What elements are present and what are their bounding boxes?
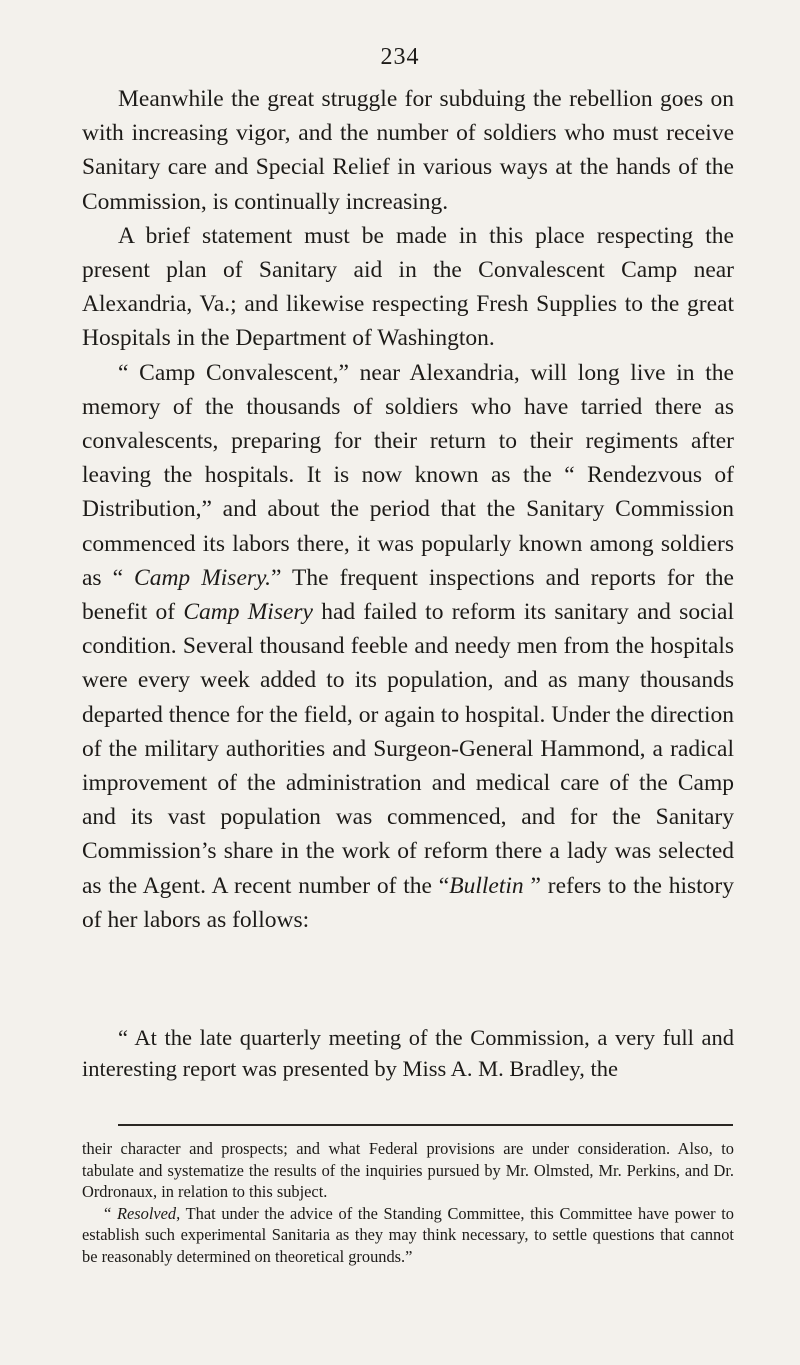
resolved-italic: Resolved, <box>116 1203 181 1223</box>
main-text <box>82 82 734 937</box>
camp-misery-italic-1: Camp Misery. <box>134 564 272 591</box>
footnote <box>82 1138 734 1267</box>
bulletin-italic: Bulletin <box>449 872 524 899</box>
footnote-open-quote: “ <box>104 1203 117 1223</box>
footnote-paragraph-1: their character and prospects; and what Federal provisions are under consideration. Also, to tabulate and systematize the results of the inquiries pursued by Mr. Olmsted, Mr. Perkins, and Dr. Ordronaux, in relation to this subject. <box>82 1139 734 1201</box>
paragraph-3-part-2: ” The frequent inspections and reports for the benefit of <box>82 564 734 626</box>
paragraph-3-part-4: ” refers to the history of her labors as follows: <box>82 872 734 933</box>
quote-text: “ At the late quarterly meeting of the Commission, a very full and interesting report was presented by Miss A. M. Bradley, the <box>82 1025 734 1081</box>
paragraph-2: A brief statement must be made in this place respecting the present plan of Sanitary aid in the Convalescent Camp near Alexandria, Va.; and likewise respecting Fresh Supplies to the great Hospitals in the Department of Washington. <box>82 222 734 352</box>
footnote-divider <box>118 1124 733 1126</box>
quoted-passage <box>82 1022 734 1084</box>
paragraph-3-part-1: “ Camp Convalescent,” near Alexandria, will long live in the memory of the thousands of soldiers who have tarried there as convalescents, preparing for their return to their regiments after leaving the hospitals. It is now known as the “ Rendezvous of Distribution,” and about the period that the Sanitary Commission commenced its labors there, it was popularly known among soldiers as “ <box>82 359 734 591</box>
paragraph-1: Meanwhile the great struggle for subduing the rebellion goes on with increasing vigor, and the number of soldiers who must receive Sanitary care and Special Relief in various ways at the hands of the Commission, is continually increasing. <box>82 86 734 215</box>
paragraph-3-part-3: had failed to reform its sanitary and social condition. Several thousand feeble and needy men from the hospitals were every week added to its population, and as many thousands departed thence for the field, or again to hospital. Under the direction of the military authorities and Surgeon-General Hammond, a radical improvement of the administration and medical care of the Camp and its vast population was commenced, and for the Sanitary Commission’s share in the work of reform there a lady was selected as the Agent. A recent number of the “ <box>82 599 734 899</box>
footnote-paragraph-2 <box>82 1203 734 1268</box>
paragraph-3 <box>82 356 734 937</box>
footnote-resolution-text: That under the advice of the Standing Committee, this Committee have power to establish such experimental Sanitaria as they may think necessary, to settle questions that cannot be reasonably determined on theoretical grounds.” <box>82 1203 735 1266</box>
page-number: 234 <box>380 44 420 70</box>
camp-misery-italic-2: Camp Misery <box>183 599 313 626</box>
